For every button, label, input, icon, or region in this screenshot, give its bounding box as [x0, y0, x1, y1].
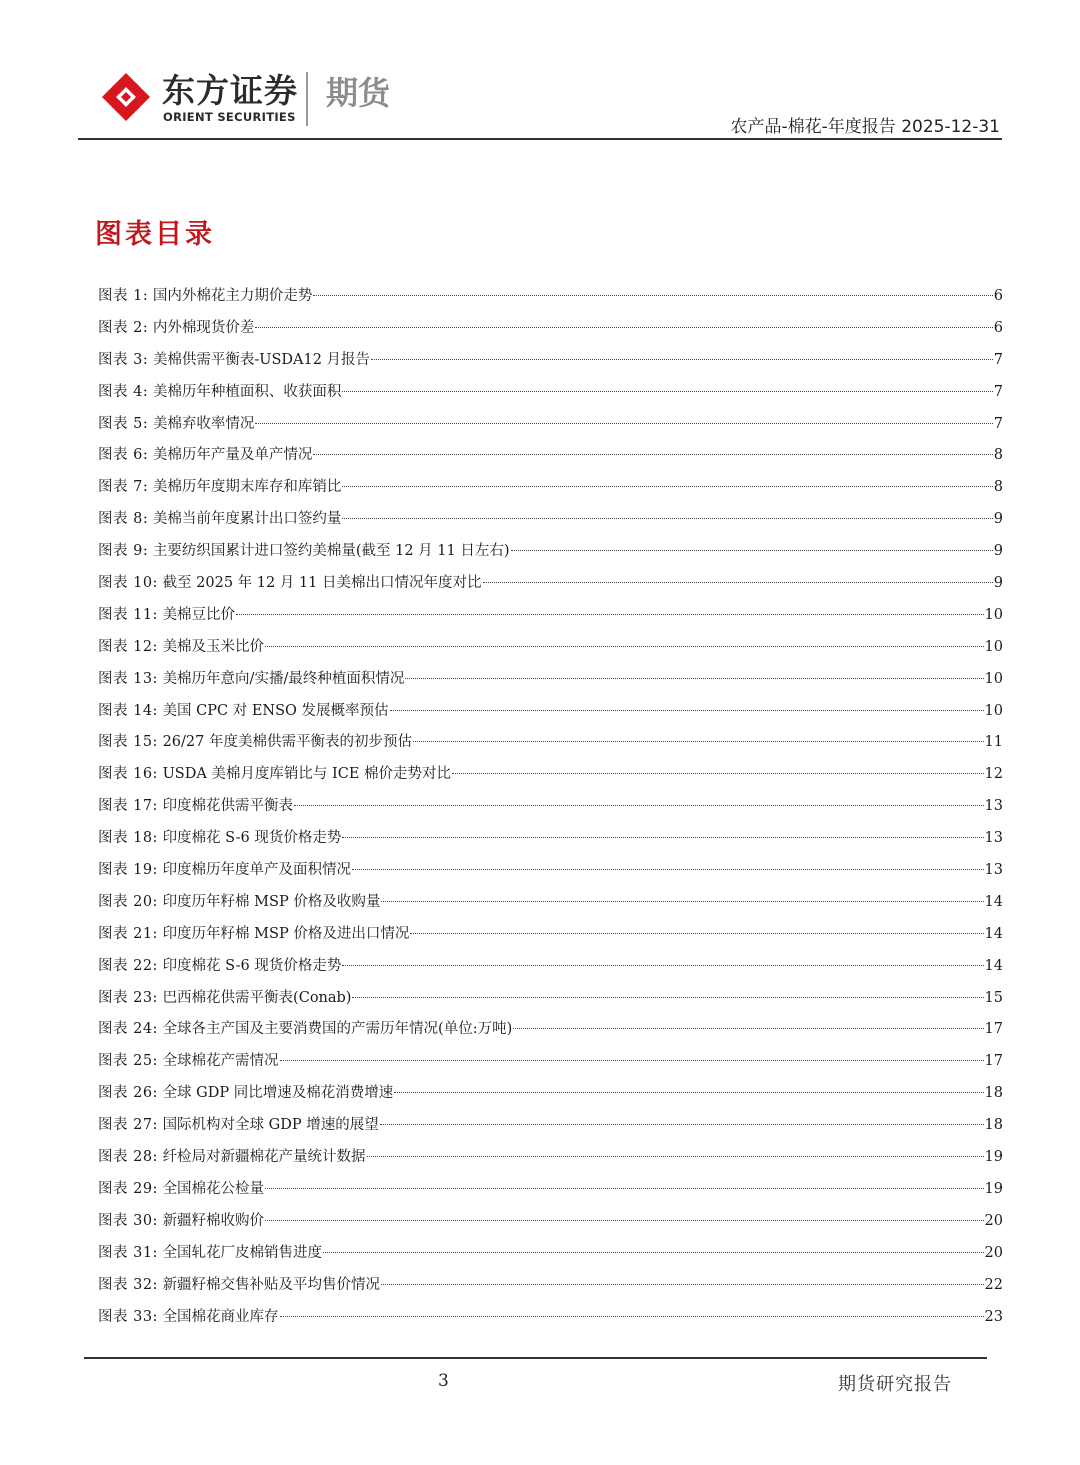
toc-entry-title: 全球棉花产需情况 — [162, 1053, 279, 1070]
toc-entry-title: 印度棉花 S-6 现货价格走势 — [162, 957, 342, 974]
toc-entry-page: 22 — [984, 1276, 1003, 1293]
toc-entry-title: 印度棉花供需平衡表 — [162, 798, 294, 815]
toc-entry-title: 印度棉历年度单产及面积情况 — [162, 862, 352, 879]
toc-entry-page: 14 — [984, 957, 1003, 974]
toc-entry-title: 美棉及玉米比价 — [162, 638, 265, 655]
toc-entry[interactable] — [98, 504, 1003, 536]
toc-entry-page: 18 — [984, 1117, 1003, 1134]
toc-entry-title: 美棉弃收率情况 — [152, 415, 255, 432]
toc-entry[interactable] — [98, 759, 1003, 791]
toc-entry-page: 12 — [984, 766, 1003, 783]
toc-dot-leader — [483, 582, 993, 583]
toc-entry-page: 7 — [993, 383, 1003, 400]
toc-entry-page: 7 — [993, 415, 1003, 432]
toc-entry-label: 图表 33: — [98, 1308, 158, 1325]
toc-dot-leader — [390, 710, 984, 711]
toc-entry-label: 图表 17: — [98, 798, 158, 815]
toc-entry-title: 美棉历年产量及单产情况 — [152, 447, 313, 464]
toc-dot-leader — [352, 869, 983, 870]
toc-entry-page: 17 — [984, 1021, 1003, 1038]
toc-dot-leader — [381, 901, 983, 902]
toc-entry-label: 图表 3: — [98, 351, 149, 368]
toc-entry-label: 图表 27: — [98, 1117, 158, 1134]
toc-entry-title: 印度历年籽棉 MSP 价格及收购量 — [162, 893, 381, 910]
toc-entry[interactable] — [98, 1238, 1003, 1270]
toc-entry[interactable] — [98, 632, 1003, 664]
toc-entry-label: 图表 9: — [98, 543, 149, 560]
toc-dot-leader — [413, 741, 984, 742]
toc-dot-leader — [367, 1156, 984, 1157]
toc-entry-page: 13 — [984, 798, 1003, 815]
toc-entry-page: 14 — [984, 893, 1003, 910]
toc-entry-label: 图表 8: — [98, 511, 149, 528]
toc-entry-page: 9 — [993, 511, 1003, 528]
toc-dot-leader — [371, 359, 993, 360]
toc-entry-label: 图表 12: — [98, 638, 158, 655]
toc-entry-page: 23 — [984, 1308, 1003, 1325]
toc-entry-title: 全国棉花公检量 — [162, 1180, 265, 1197]
toc-dot-leader — [452, 773, 984, 774]
toc-entry-title: 国际机构对全球 GDP 增速的展望 — [162, 1117, 379, 1134]
toc-dot-leader — [265, 1188, 983, 1189]
toc-dot-leader — [255, 423, 992, 424]
orient-securities-logo — [99, 70, 153, 124]
footer-label: 期货研究报告 — [838, 1374, 952, 1395]
toc-entry[interactable] — [98, 281, 1003, 313]
toc-entry-label: 图表 31: — [98, 1244, 158, 1261]
toc-dot-leader — [513, 1028, 983, 1029]
toc-entry-label: 图表 23: — [98, 989, 158, 1006]
toc-entry-label: 图表 15: — [98, 734, 158, 751]
toc-entry-label: 图表 22: — [98, 957, 158, 974]
toc-entry-title: 国内外棉花主力期价走势 — [152, 288, 313, 304]
toc-dot-leader — [313, 295, 992, 296]
toc-entry[interactable] — [98, 696, 1003, 728]
toc-dot-leader — [381, 1284, 983, 1285]
brand-name-en: ORIENT SECURITIES — [163, 110, 296, 124]
toc-entry-label: 图表 14: — [98, 702, 158, 719]
toc-entry-page: 6 — [993, 319, 1003, 336]
toc-entry-label: 图表 11: — [98, 606, 158, 623]
toc-entry[interactable] — [98, 887, 1003, 919]
toc-entry-title: 新疆籽棉交售补贴及平均售价情况 — [162, 1276, 381, 1293]
toc-entry[interactable] — [98, 345, 1003, 377]
toc-dot-leader — [255, 327, 992, 328]
toc-dot-leader — [380, 1124, 984, 1125]
header-rule — [78, 138, 1002, 140]
toc-entry-title: 全国棉花商业库存 — [162, 1308, 279, 1325]
toc-entry-title: 美棉供需平衡表-USDA12 月报告 — [152, 351, 371, 368]
toc-entry-title: 美棉历年意向/实播/最终种植面积情况 — [162, 670, 405, 687]
toc-entry[interactable] — [98, 951, 1003, 983]
toc-dot-leader — [280, 1316, 984, 1317]
toc-dot-leader — [394, 1092, 983, 1093]
toc-entry-label: 图表 29: — [98, 1180, 158, 1197]
toc-entry-label: 图表 28: — [98, 1149, 158, 1166]
toc-entry-page: 20 — [984, 1244, 1003, 1261]
toc-entry-page: 13 — [984, 830, 1003, 847]
toc-entry[interactable] — [98, 1046, 1003, 1078]
toc-entry[interactable] — [98, 855, 1003, 887]
toc-entry-page: 20 — [984, 1212, 1003, 1229]
toc-dot-leader — [313, 454, 992, 455]
toc-entry-title: 全球 GDP 同比增速及棉花消费增速 — [162, 1085, 394, 1102]
toc-entry-label: 图表 20: — [98, 893, 158, 910]
toc-dot-leader — [405, 678, 983, 679]
toc-entry-page: 6 — [993, 288, 1003, 304]
toc-entry-label: 图表 30: — [98, 1212, 158, 1229]
toc-entry-title: 美国 CPC 对 ENSO 发展概率预估 — [162, 702, 389, 719]
toc-entry-page: 13 — [984, 862, 1003, 879]
toc-entry-title: 印度历年籽棉 MSP 价格及进出口情况 — [162, 925, 410, 942]
toc-entry[interactable] — [98, 1302, 1003, 1334]
toc-entry[interactable] — [98, 1078, 1003, 1110]
toc-entry-label: 图表 32: — [98, 1276, 158, 1293]
toc-entry-title: 美棉豆比价 — [162, 606, 236, 623]
toc-entry-label: 图表 7: — [98, 479, 149, 496]
toc-entry[interactable] — [98, 409, 1003, 441]
toc-dot-leader — [342, 391, 992, 392]
toc-entry[interactable] — [98, 983, 1003, 1015]
toc-entry-page: 10 — [984, 638, 1003, 655]
toc-entry-page: 9 — [993, 575, 1003, 592]
toc-entry-title: 26/27 年度美棉供需平衡表的初步预估 — [162, 734, 412, 751]
toc-entry[interactable] — [98, 919, 1003, 951]
toc-entry[interactable] — [98, 313, 1003, 345]
toc-dot-leader — [342, 837, 983, 838]
toc-entry-title: USDA 美棉月度库销比与 ICE 棉价走势对比 — [162, 766, 452, 783]
toc-dot-leader — [236, 614, 983, 615]
toc-dot-leader — [410, 933, 983, 934]
toc-dot-leader — [294, 805, 983, 806]
toc-entry-page: 15 — [984, 989, 1003, 1006]
toc-entry[interactable] — [98, 377, 1003, 409]
page-header — [0, 0, 1080, 140]
toc-dot-leader — [323, 1252, 983, 1253]
toc-entry-page: 19 — [984, 1180, 1003, 1197]
brand-name-cn: 东方证券 — [162, 71, 298, 110]
toc-entry-page: 9 — [993, 543, 1003, 560]
toc-entry-page: 10 — [984, 670, 1003, 687]
toc-entry-page: 10 — [984, 606, 1003, 623]
toc-dot-leader — [342, 486, 992, 487]
toc-entry-label: 图表 26: — [98, 1085, 158, 1102]
report-meta: 农产品-棉花-年度报告 2025-12-31 — [730, 117, 1000, 137]
toc-entry-title: 全国轧花厂皮棉销售进度 — [162, 1244, 323, 1261]
toc-entry-title: 美棉当前年度累计出口签约量 — [152, 511, 342, 528]
toc-entry-page: 19 — [984, 1149, 1003, 1166]
toc-entry-label: 图表 2: — [98, 319, 149, 336]
toc-entry-title: 纤检局对新疆棉花产量统计数据 — [162, 1149, 366, 1166]
toc-entry-label: 图表 19: — [98, 862, 158, 879]
toc-entry-page: 18 — [984, 1085, 1003, 1102]
brand-divider — [306, 72, 308, 126]
toc-entry-label: 图表 4: — [98, 383, 149, 400]
toc-entry[interactable] — [98, 1142, 1003, 1174]
toc-entry-title: 印度棉花 S-6 现货价格走势 — [162, 830, 342, 847]
toc-entry-page: 7 — [993, 351, 1003, 368]
toc-dot-leader — [265, 1220, 983, 1221]
toc-entry-label: 图表 10: — [98, 575, 158, 592]
toc-entry[interactable] — [98, 568, 1003, 600]
toc-list — [98, 281, 1003, 1333]
toc-entry-label: 图表 18: — [98, 830, 158, 847]
toc-entry[interactable] — [98, 1110, 1003, 1142]
toc-entry-label: 图表 21: — [98, 925, 158, 942]
toc-entry-label: 图表 5: — [98, 415, 149, 432]
toc-entry-page: 10 — [984, 702, 1003, 719]
toc-dot-leader — [342, 518, 992, 519]
toc-entry[interactable] — [98, 536, 1003, 568]
toc-entry-label: 图表 13: — [98, 670, 158, 687]
toc-dot-leader — [342, 965, 983, 966]
toc-heading: 图表目录 — [95, 219, 215, 250]
toc-dot-leader — [352, 997, 983, 998]
toc-entry-page: 8 — [993, 479, 1003, 496]
toc-entry-label: 图表 6: — [98, 447, 149, 464]
toc-dot-leader — [511, 550, 993, 551]
toc-entry-title: 截至 2025 年 12 月 11 日美棉出口情况年度对比 — [162, 575, 482, 592]
toc-entry[interactable] — [98, 1174, 1003, 1206]
toc-entry-title: 巴西棉花供需平衡表(Conab) — [162, 989, 352, 1006]
brand-futures-label: 期货 — [326, 74, 391, 112]
toc-entry-title: 主要纺织国累计进口签约美棉量(截至 12 月 11 日左右) — [152, 543, 510, 560]
toc-entry-title: 新疆籽棉收购价 — [162, 1212, 265, 1229]
toc-entry-title: 内外棉现货价差 — [152, 319, 255, 336]
toc-dot-leader — [280, 1060, 984, 1061]
toc-entry[interactable] — [98, 440, 1003, 472]
toc-entry-title: 美棉历年度期末库存和库销比 — [152, 479, 342, 496]
toc-dot-leader — [265, 646, 983, 647]
toc-entry[interactable] — [98, 1014, 1003, 1046]
toc-entry-label: 图表 24: — [98, 1021, 158, 1038]
toc-entry-label: 图表 25: — [98, 1053, 158, 1070]
toc-entry-page: 11 — [984, 734, 1003, 751]
toc-entry-title: 全球各主产国及主要消费国的产需历年情况(单位:万吨) — [162, 1021, 513, 1038]
toc-entry[interactable] — [98, 791, 1003, 823]
toc-entry[interactable] — [98, 823, 1003, 855]
toc-entry-page: 17 — [984, 1053, 1003, 1070]
toc-entry-page: 8 — [993, 447, 1003, 464]
toc-entry-title: 美棉历年种植面积、收获面积 — [152, 383, 342, 400]
toc-entry-page: 14 — [984, 925, 1003, 942]
toc-entry-label: 图表 1: — [98, 288, 149, 304]
toc-entry[interactable] — [98, 600, 1003, 632]
toc-entry[interactable] — [98, 727, 1003, 759]
toc-entry[interactable] — [98, 1206, 1003, 1238]
footer-rule — [84, 1357, 987, 1359]
page-number: 3 — [438, 1371, 449, 1391]
toc-entry[interactable] — [98, 664, 1003, 696]
toc-entry[interactable] — [98, 1270, 1003, 1302]
toc-entry-label: 图表 16: — [98, 766, 158, 783]
toc-entry[interactable] — [98, 472, 1003, 504]
